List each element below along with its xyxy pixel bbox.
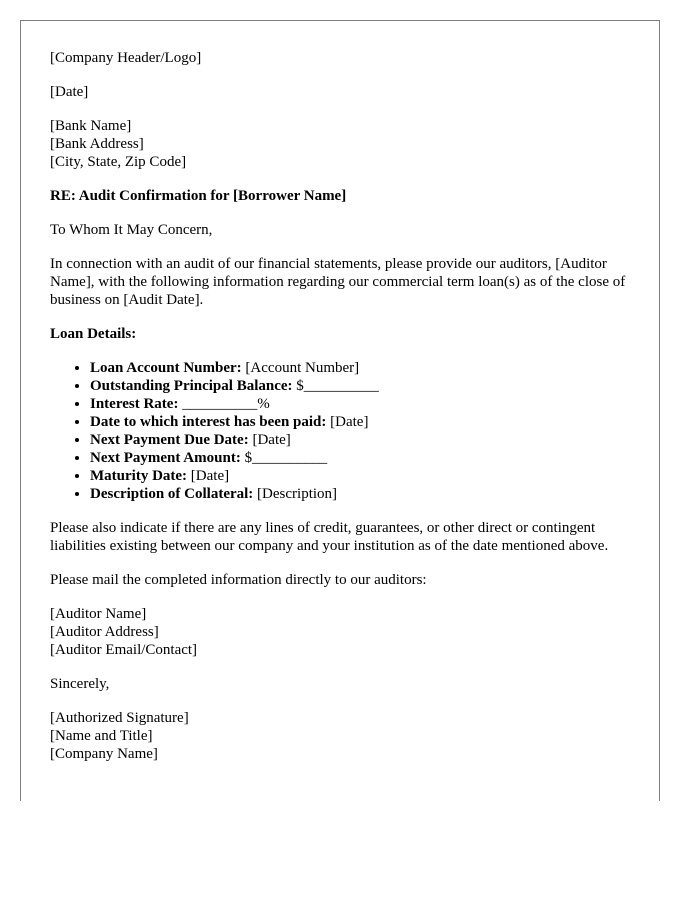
auditor-contact: [Auditor Email/Contact] bbox=[50, 642, 198, 658]
loan-detail-label: Loan Account Number: bbox=[90, 360, 242, 376]
letter-page bbox=[20, 20, 660, 801]
company-header: [Company Header/Logo] bbox=[50, 50, 202, 66]
re-line bbox=[50, 187, 640, 205]
loan-detail-value: __________% bbox=[178, 396, 270, 412]
additional-paragraph: Please also indicate if there are any lines of credit, guarantees, or other direct or contingent liabilities existing between our company and your institution as of the date mentioned above. bbox=[50, 520, 609, 554]
loan-detail-value: [Description] bbox=[253, 486, 338, 502]
loan-detail-item bbox=[90, 413, 640, 431]
signer-company-name: [Company Name] bbox=[50, 746, 158, 762]
loan-detail-item bbox=[90, 395, 640, 413]
loan-detail-label: Outstanding Principal Balance: bbox=[90, 378, 293, 394]
loan-detail-item bbox=[90, 485, 640, 503]
re-line-text: RE: Audit Confirmation for [Borrower Name] bbox=[50, 188, 347, 204]
loan-detail-item bbox=[90, 467, 640, 485]
loan-detail-value: [Date] bbox=[326, 414, 369, 430]
loan-detail-label: Date to which interest has been paid: bbox=[90, 414, 327, 430]
loan-details-heading bbox=[50, 325, 640, 343]
loan-detail-value: [Account Number] bbox=[241, 360, 360, 376]
closing: Sincerely, bbox=[50, 676, 110, 692]
loan-detail-value: $__________ bbox=[240, 450, 328, 466]
loan-detail-value: [Date] bbox=[248, 432, 291, 448]
bank-address-block bbox=[50, 117, 640, 171]
signer-name-title: [Name and Title] bbox=[50, 728, 153, 744]
loan-detail-value: $__________ bbox=[292, 378, 379, 394]
loan-detail-item bbox=[90, 431, 640, 449]
loan-details-heading-text: Loan Details: bbox=[50, 326, 137, 342]
letter-content bbox=[50, 49, 640, 763]
bank-name: [Bank Name] bbox=[50, 118, 132, 134]
loan-detail-label: Next Payment Due Date: bbox=[90, 432, 249, 448]
loan-detail-item bbox=[90, 359, 640, 377]
bank-address: [Bank Address] bbox=[50, 136, 144, 152]
salutation: To Whom It May Concern, bbox=[50, 222, 213, 238]
signature-block bbox=[50, 709, 640, 763]
letter-date: [Date] bbox=[50, 84, 89, 100]
loan-detail-label: Next Payment Amount: bbox=[90, 450, 241, 466]
loan-detail-item bbox=[90, 377, 640, 395]
loan-detail-item bbox=[90, 449, 640, 467]
auditor-name: [Auditor Name] bbox=[50, 606, 147, 622]
loan-detail-label: Description of Collateral: bbox=[90, 486, 254, 502]
bank-city-state-zip: [City, State, Zip Code] bbox=[50, 154, 187, 170]
loan-detail-label: Interest Rate: bbox=[90, 396, 179, 412]
loan-detail-label: Maturity Date: bbox=[90, 468, 188, 484]
auditor-block bbox=[50, 605, 640, 659]
loan-detail-value: [Date] bbox=[187, 468, 230, 484]
intro-paragraph: In connection with an audit of our financial statements, please provide our auditors, [Auditor Name], with the following information regarding our commercial term loan(s) as of the close of business on [Audit Date]. bbox=[50, 256, 626, 308]
authorized-signature: [Authorized Signature] bbox=[50, 710, 189, 726]
auditor-address: [Auditor Address] bbox=[50, 624, 159, 640]
loan-details-list bbox=[50, 359, 640, 503]
mail-instruction: Please mail the completed information directly to our auditors: bbox=[50, 572, 427, 588]
